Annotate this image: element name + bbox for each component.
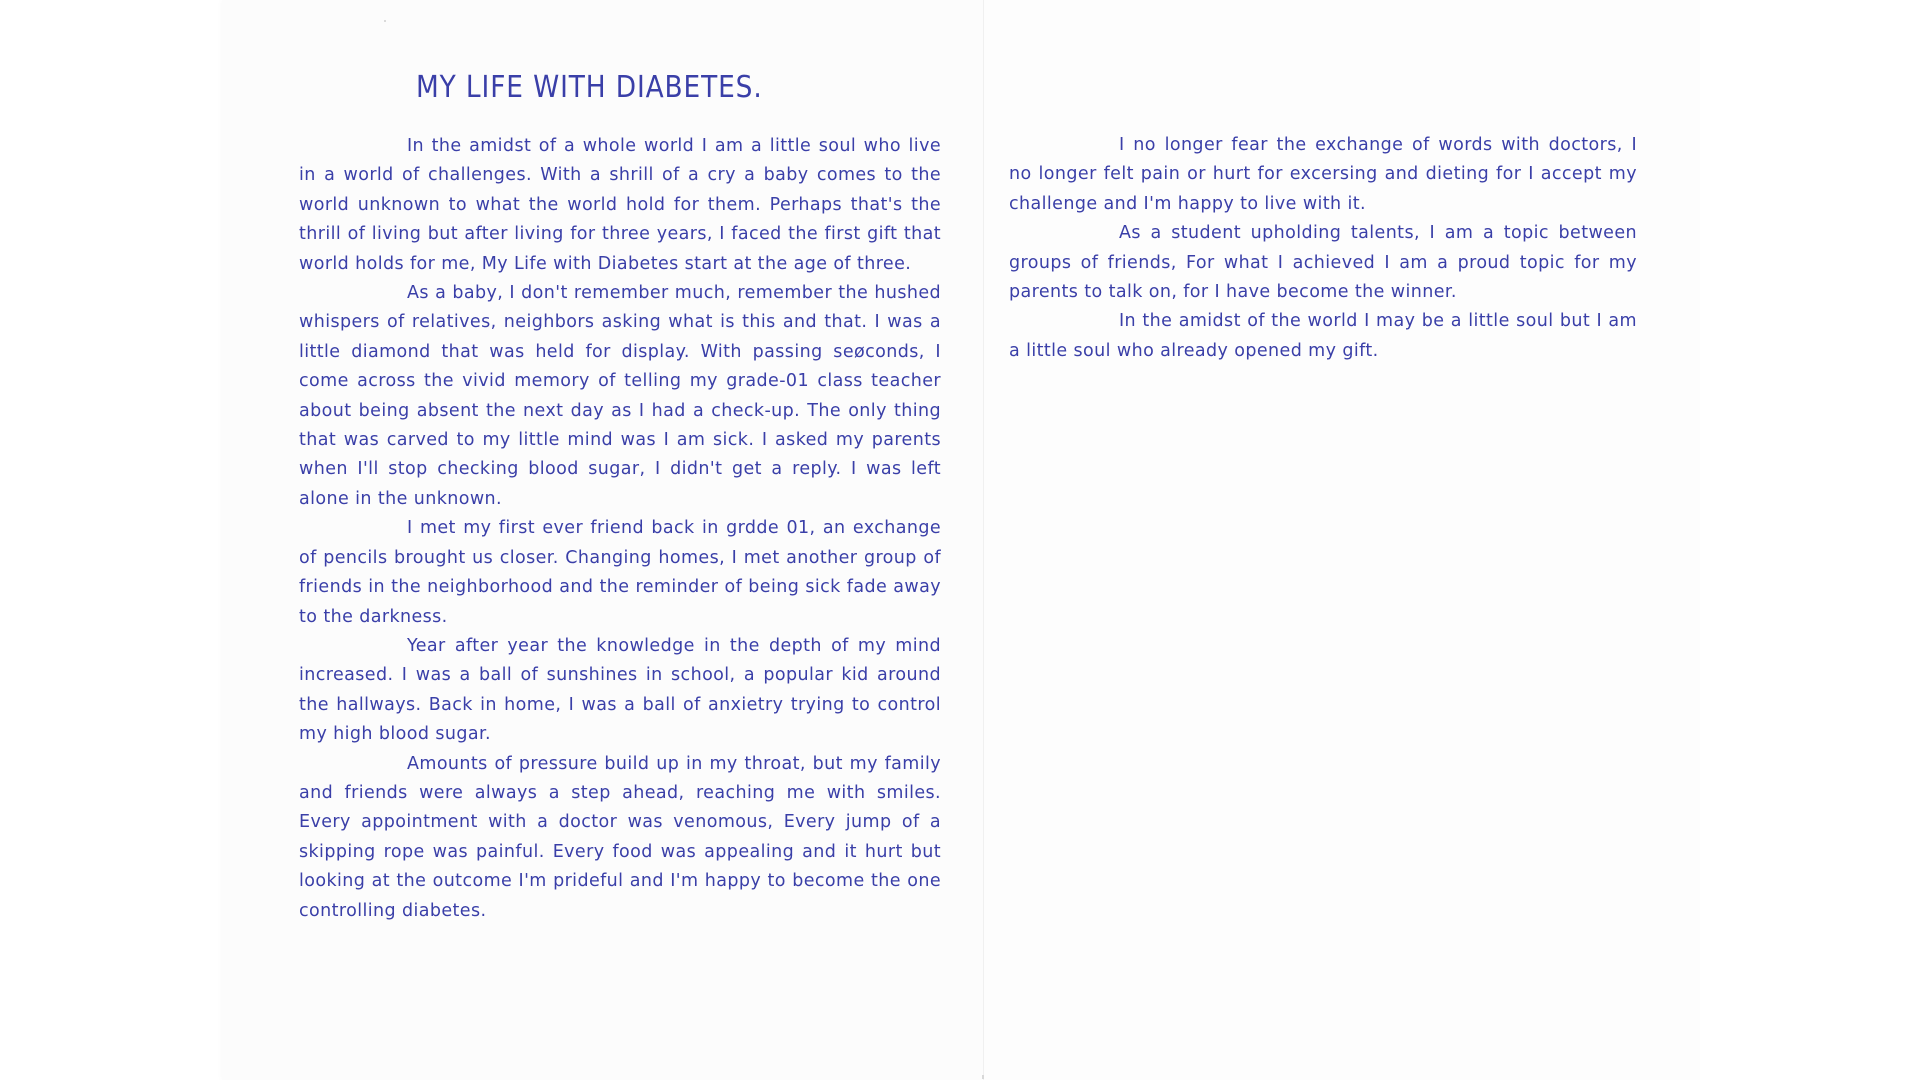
paragraph-5: Amounts of pressure build up in my throat, but my family and friends were always a step ahead, reaching me with smiles. Every appointment with a doctor was venomous, Every jump of a skipping rope was painful. Every food was appealing and it hurt but looking at the outcome I'm prideful and I'm happy to become the one controlling diabetes. [299,753,941,921]
essay-title: MY LIFE WITH DIABETES. [416,70,763,105]
paragraph-8: In the amidst of the world I may be a little soul but I am a little soul who already opened my gift. [1009,311,1637,361]
paragraph-7: As a student upholding talents, I am a topic between groups of friends, For what I achieved I am a proud topic for my parents to talk on, for I have become the winner. [1009,223,1637,303]
paragraph-6: I no longer fear the exchange of words with doctors, I no longer felt pain or hurt for excersing and dieting for I accept my challenge and I'm happy to live with it. [1009,135,1637,214]
paragraph-2: As a baby, I don't remember much, remember the hushed whispers of relatives, neighbors asking what is this and that. I was a little diamond that was held for display. With passing seøconds, I come across the vivid memory of telling my grade-01 class teacher about being absent the next day as I had a check-up. The only thing that was carved to my little mind was I am sick. I asked my parents when I'll stop checking blood sugar, I didn't get a reply. I was left alone in the unknown. [299,283,941,509]
paragraph-4: Year after year the knowledge in the depth of my mind increased. I was a ball of sunshines in school, a popular kid around the hallways. Back in home, I was a ball of anxietry trying to control my high blood sugar. [299,635,941,745]
page-gutter [983,0,984,1080]
right-column-text [1009,131,1637,366]
paragraph-3: I met my first ever friend back in grdde 01, an exchange of pencils brought us closer. Changing homes, I met another group of friends in the neighborhood and the reminder of being sick fade away to the darkness. [299,518,941,627]
paragraph-1: In the amidst of a whole world I am a little soul who live in a world of challenges. With a shrill of a cry a baby comes to the world unknown to what the world hold for them. Perhaps that's the thrill of living but after living for three years, I faced the first gift that world holds for me, My Life with Diabetes start at the age of three. [299,136,941,274]
gutter-mark [982,1075,984,1079]
paper-speck [384,20,386,22]
left-column-text [299,132,941,926]
